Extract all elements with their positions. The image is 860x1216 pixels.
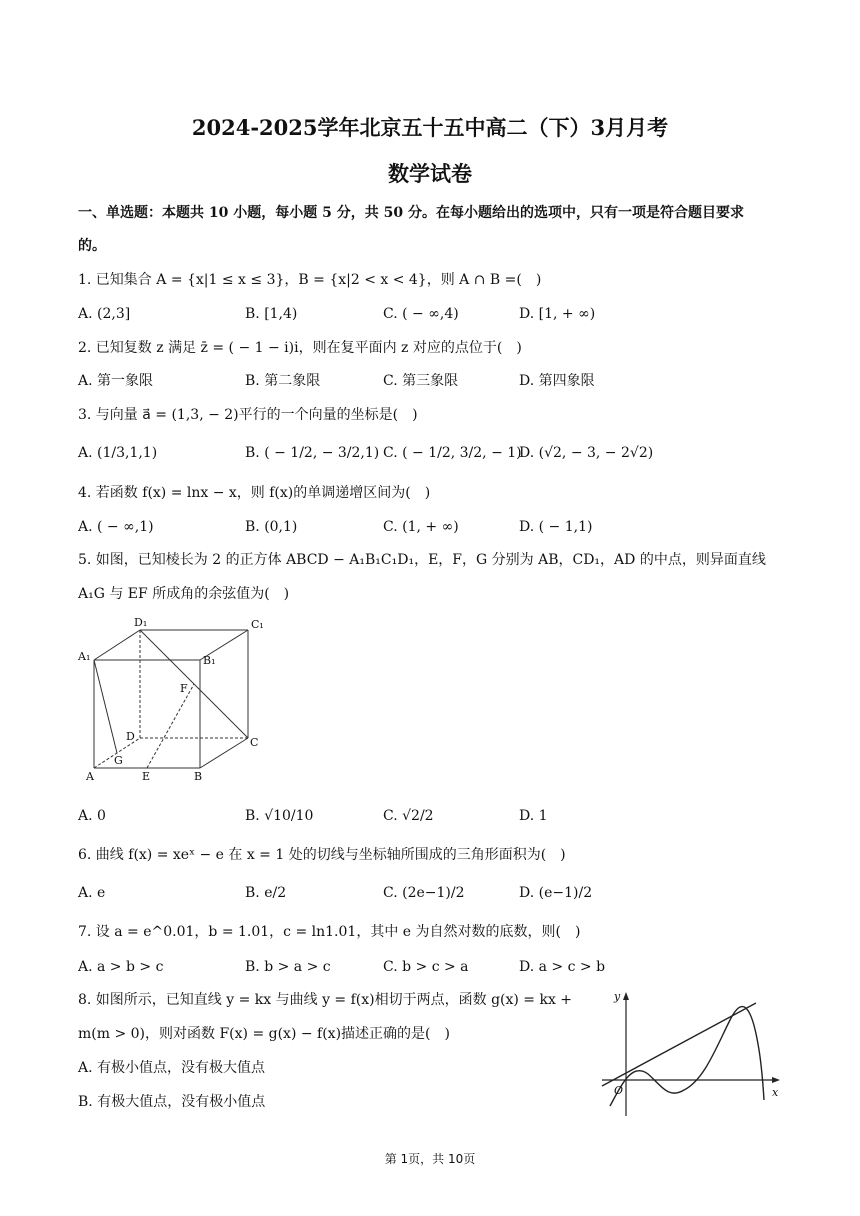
q3-option-a: A. (1/3,1,1) bbox=[78, 445, 158, 461]
label-c1: C₁ bbox=[251, 618, 264, 631]
graph-label-origin: O bbox=[614, 1084, 624, 1097]
function-graph bbox=[600, 988, 785, 1120]
graph-label-x: x bbox=[772, 1086, 779, 1099]
q7-option-b: B. b > a > c bbox=[245, 959, 331, 975]
label-a: A bbox=[86, 770, 94, 783]
question-6-stem: 6. 曲线 f(x) = xeˣ − e 在 x = 1 处的切线与坐标轴所围成的三角形面积为( ) bbox=[78, 847, 566, 863]
curve-f bbox=[610, 1007, 764, 1106]
q4-option-c: C. (1, + ∞) bbox=[383, 519, 459, 535]
label-c: C bbox=[250, 736, 259, 749]
edge-b-c bbox=[200, 738, 248, 768]
q8-option-a: A. 有极小值点，没有极大值点 bbox=[78, 1060, 266, 1076]
q4-option-d: D. ( − 1,1) bbox=[519, 519, 593, 535]
q1-option-c: C. ( − ∞,4) bbox=[383, 306, 459, 322]
question-5-stem-cont: A₁G 与 EF 所成角的余弦值为( ) bbox=[78, 586, 290, 602]
question-1-stem: 1. 已知集合 A = {x|1 ≤ x ≤ 3}，B = {x|2 < x < 4}，则 A ∩ B =( ) bbox=[78, 272, 542, 288]
section-heading: 一、单选题：本题共 10 小题，每小题 5 分，共 50 分。在每小题给出的选项中，只有一项是符合题目要求 bbox=[78, 205, 744, 221]
q5-option-d: D. 1 bbox=[519, 808, 548, 824]
q6-option-c: C. (2e−1)/2 bbox=[383, 885, 465, 901]
q1-option-d: D. [1, + ∞) bbox=[519, 306, 596, 322]
q5-option-a: A. 0 bbox=[78, 808, 106, 824]
q6-option-a: A. e bbox=[78, 885, 106, 901]
section-heading-cont: 的。 bbox=[78, 238, 106, 254]
question-2-stem: 2. 已知复数 z 满足 z̄ = ( − 1 − i)i，则在复平面内 z 对应的点位于( ) bbox=[78, 340, 522, 356]
q6-option-b: B. e/2 bbox=[245, 885, 287, 901]
q7-option-a: A. a > b > c bbox=[78, 959, 164, 975]
label-f: F bbox=[180, 682, 188, 695]
q5-option-c: C. √2/2 bbox=[383, 808, 434, 824]
y-axis-arrow bbox=[623, 992, 629, 1000]
label-d1: D₁ bbox=[134, 616, 148, 629]
question-8-stem: 8. 如图所示，已知直线 y = kx 与曲线 y = f(x)相切于两点，函数 g(x) = kx + bbox=[78, 992, 573, 1008]
label-g: G bbox=[114, 754, 123, 767]
q6-option-d: D. (e−1)/2 bbox=[519, 885, 593, 901]
q3-option-d: D. (√2, − 3, − 2√2) bbox=[519, 445, 654, 461]
q3-option-c: C. ( − 1/2, 3/2, − 1) bbox=[383, 445, 522, 461]
question-5-stem: 5. 如图，已知棱长为 2 的正方体 ABCD − A₁B₁C₁D₁，E，F，G 分别为 AB，CD₁，AD 的中点，则异面直线 bbox=[78, 552, 766, 568]
edge-a1-d1 bbox=[94, 630, 140, 660]
exam-subtitle: 数学试卷 bbox=[388, 161, 472, 186]
q2-option-b: B. 第二象限 bbox=[245, 373, 321, 389]
label-b1: B₁ bbox=[203, 654, 216, 667]
q1-option-a: A. (2,3] bbox=[78, 306, 131, 322]
cube-figure bbox=[76, 614, 276, 784]
segment-e-f bbox=[147, 684, 194, 768]
q3-option-b: B. ( − 1/2, − 3/2,1) bbox=[245, 445, 380, 461]
label-b: B bbox=[194, 770, 203, 783]
q2-option-c: C. 第三象限 bbox=[383, 373, 459, 389]
q8-option-b: B. 有极大值点，没有极小值点 bbox=[78, 1094, 266, 1110]
page-footer: 第 1页，共 10页 bbox=[384, 1152, 476, 1166]
q2-option-a: A. 第一象限 bbox=[78, 373, 154, 389]
label-d: D bbox=[126, 730, 135, 743]
question-8-stem-cont: m(m > 0)，则对函数 F(x) = g(x) − f(x)描述正确的是( ) bbox=[78, 1026, 450, 1042]
question-3-stem: 3. 与向量 a⃗ = (1,3, − 2)平行的一个向量的坐标是( ) bbox=[78, 407, 418, 423]
q2-option-d: D. 第四象限 bbox=[519, 373, 595, 389]
label-e: E bbox=[142, 770, 151, 783]
q4-option-a: A. ( − ∞,1) bbox=[78, 519, 154, 535]
label-a1: A₁ bbox=[78, 650, 91, 663]
q7-option-c: C. b > c > a bbox=[383, 959, 469, 975]
q7-option-d: D. a > c > b bbox=[519, 959, 606, 975]
question-7-stem: 7. 设 a = e^0.01，b = 1.01，c = ln1.01，其中 e 为自然对数的底数，则( ) bbox=[78, 924, 581, 940]
question-4-stem: 4. 若函数 f(x) = lnx − x，则 f(x)的单调递增区间为( ) bbox=[78, 485, 431, 501]
segment-a1-g bbox=[94, 660, 117, 753]
x-axis-arrow bbox=[772, 1077, 780, 1083]
q4-option-b: B. (0,1) bbox=[245, 519, 298, 535]
q5-option-b: B. √10/10 bbox=[245, 808, 314, 824]
graph-label-y: y bbox=[614, 990, 621, 1003]
exam-title: 2024-2025学年北京五十五中高二（下）3月月考 bbox=[191, 115, 669, 140]
q1-option-b: B. [1,4) bbox=[245, 306, 298, 322]
